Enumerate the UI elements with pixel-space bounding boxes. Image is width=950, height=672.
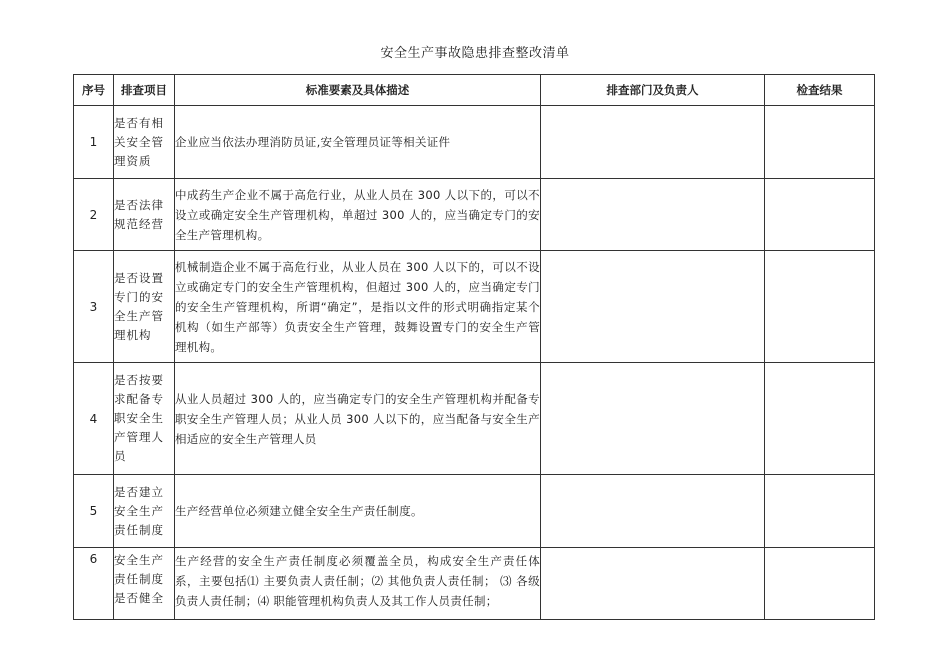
- header-standard-description: 标准要素及具体描述: [175, 75, 541, 106]
- row-check-item: 是否按要求配备专职安全生产管理人员: [114, 363, 175, 475]
- header-department-owner: 排查部门及负责人: [541, 75, 765, 106]
- row-result-cell[interactable]: [765, 179, 875, 251]
- row-description: 从业人员超过 300 人的，应当确定专门的安全生产管理机构并配备专职安全生产管理人员；从业人员 300 人以下的，应当配备与安全生产相适应的安全生产管理人员: [175, 363, 541, 475]
- row-number: 1: [74, 106, 114, 179]
- document-title: 安全生产事故隐患排查整改清单: [380, 46, 570, 61]
- row-check-item: 是否设置专门的安全生产管理机构: [114, 251, 175, 363]
- row-description: 生产经营的安全生产责任制度必须覆盖全员，构成安全生产责任体系，主要包括⑴ 主要负责人责任制；⑵ 其他负责人责任制； ⑶ 各级负责人责任制；⑷ 职能管理机构负责人及其工作人员责任制；: [175, 548, 541, 620]
- table-row: [74, 179, 875, 251]
- row-number: 3: [74, 251, 114, 363]
- table-header-row: [74, 75, 875, 106]
- row-department-cell[interactable]: [541, 363, 765, 475]
- row-check-item: 是否有相关安全管理资质: [114, 106, 175, 179]
- table-row: [74, 106, 875, 179]
- table-row: [74, 251, 875, 363]
- header-check-result: 检查结果: [765, 75, 875, 106]
- table-row: [74, 475, 875, 548]
- row-check-item: 安全生产责任制度是否健全: [114, 548, 175, 620]
- row-result-cell[interactable]: [765, 548, 875, 620]
- header-number: 序号: [74, 75, 114, 106]
- row-description: 企业应当依法办理消防员证,安全管理员证等相关证件: [175, 106, 541, 179]
- row-number: 4: [74, 363, 114, 475]
- row-check-item: 是否建立安全生产责任制度: [114, 475, 175, 548]
- row-department-cell[interactable]: [541, 251, 765, 363]
- row-number: 6: [74, 548, 114, 620]
- row-department-cell[interactable]: [541, 475, 765, 548]
- row-result-cell[interactable]: [765, 106, 875, 179]
- table-row: [74, 548, 875, 620]
- row-result-cell[interactable]: [765, 251, 875, 363]
- row-check-item: 是否法律规范经营: [114, 179, 175, 251]
- row-description: 机械制造企业不属于高危行业，从业人员在 300 人以下的，可以不设立或确定专门的安全生产管理机构，但超过 300 人的，应当确定专门的安全生产管理机构，所谓“确定”，是指以文件的形式明确指定某个机构（如生产部等）负责安全生产管理，鼓舞设置专门的安全生产管理机构。: [175, 251, 541, 363]
- header-check-item: 排查项目: [114, 75, 175, 106]
- row-department-cell[interactable]: [541, 548, 765, 620]
- row-result-cell[interactable]: [765, 363, 875, 475]
- row-number: 5: [74, 475, 114, 548]
- row-department-cell[interactable]: [541, 106, 765, 179]
- row-number: 2: [74, 179, 114, 251]
- hazard-checklist-table: [73, 74, 875, 620]
- row-result-cell[interactable]: [765, 475, 875, 548]
- row-department-cell[interactable]: [541, 179, 765, 251]
- row-description: 生产经营单位必须建立健全安全生产责任制度。: [175, 475, 541, 548]
- table-row: [74, 363, 875, 475]
- row-description: 中成药生产企业不属于高危行业，从业人员在 300 人以下的，可以不设立或确定安全生产管理机构，单超过 300 人的，应当确定专门的安全生产管理机构。: [175, 179, 541, 251]
